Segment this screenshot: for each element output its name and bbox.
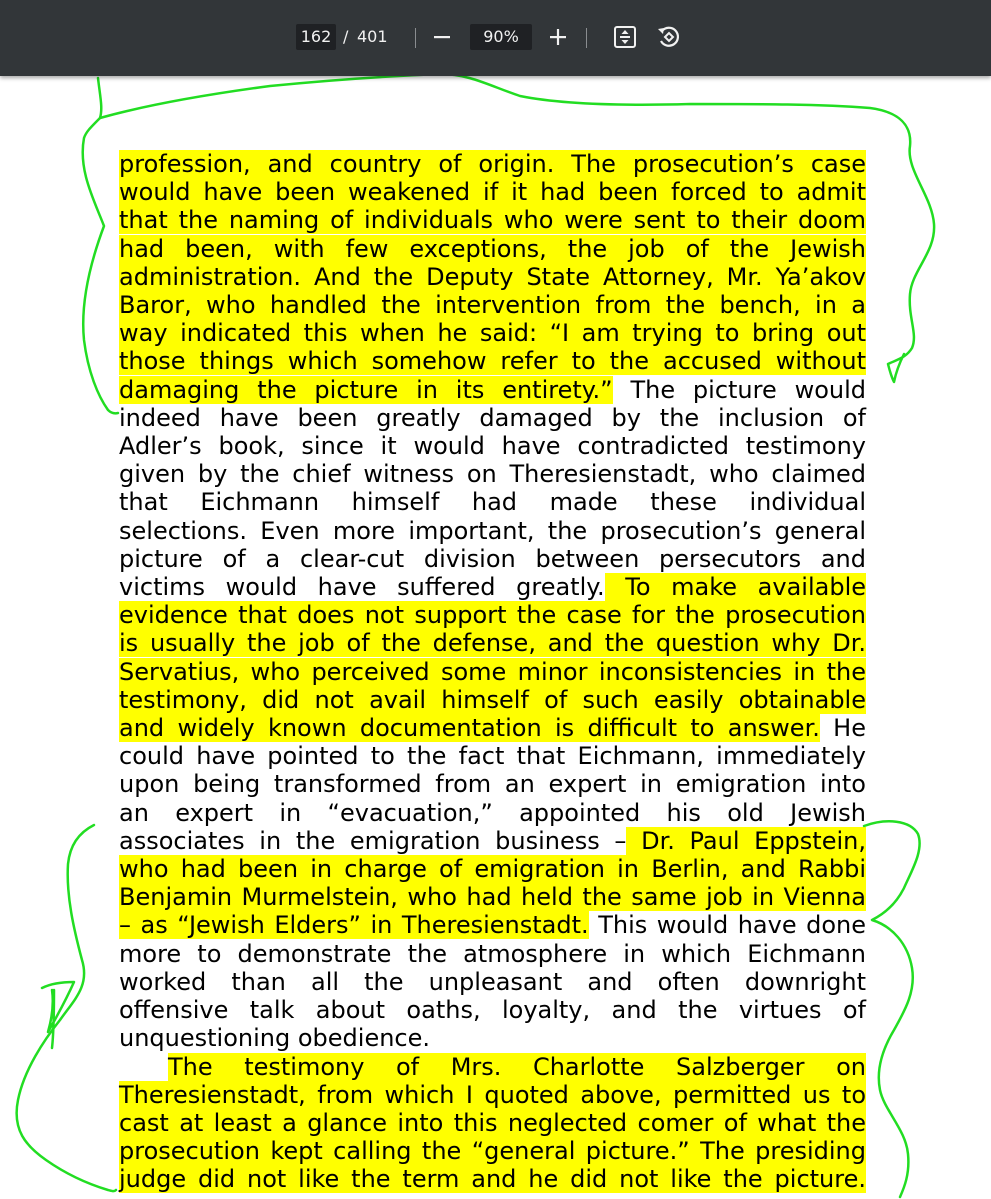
text-line: could have pointed to the fact that Eichmann, immediately xyxy=(119,742,866,771)
text-span: He xyxy=(819,714,866,743)
text-line xyxy=(119,206,866,234)
fit-to-page-button[interactable] xyxy=(609,21,641,53)
text-line: upon being transformed from an expert in emigration into xyxy=(119,770,866,799)
text-line xyxy=(119,911,866,939)
text-line xyxy=(119,347,866,375)
highlight: testimony, did not avail himself of such easily obtainable xyxy=(119,685,866,714)
text-line xyxy=(119,291,866,319)
highlight: Servatius, who perceived some minor inconsistencies in the xyxy=(119,657,866,686)
rotate-button[interactable] xyxy=(653,21,685,53)
highlight: and widely known documentation is difficult to answer. xyxy=(119,714,820,743)
text-line xyxy=(119,319,866,347)
highlight: cast at least a glance into this neglected comer of what the xyxy=(119,1108,866,1137)
zoom-out-button[interactable] xyxy=(426,21,458,53)
text-line xyxy=(119,686,866,714)
page-separator: / xyxy=(343,27,349,46)
highlight: The testimony of Mrs. Charlotte Salzberger on xyxy=(168,1052,866,1081)
text-span: This would have done xyxy=(588,911,866,940)
highlight: Benjamin Murmelstein, who had held the same job in Vienna xyxy=(119,883,866,912)
text-line xyxy=(119,1109,866,1137)
text-line xyxy=(119,601,866,629)
text-line: worked than all the unpleasant and often downright xyxy=(119,967,866,996)
text-line xyxy=(119,263,866,291)
text-line xyxy=(119,573,866,601)
fit-to-page-icon xyxy=(612,24,638,50)
text-line: offensive talk about oaths, loyalty, and the virtues of xyxy=(119,996,866,1025)
highlight: evidence that does not support the case for the prosecution xyxy=(119,601,866,630)
text-line: more to demonstrate the atmosphere in which Eichmann xyxy=(119,939,866,968)
text-line xyxy=(119,1137,866,1165)
text-line xyxy=(119,1165,866,1193)
highlight: damaging the picture in its entirety.” xyxy=(119,375,613,404)
text-line: unquestioning obedience. xyxy=(119,1024,431,1053)
highlight: administration. And the Deputy State Attorney, Mr. Ya’akov xyxy=(119,262,866,291)
text-line xyxy=(119,1053,866,1081)
text-line: given by the chief witness on Theresienstadt, who claimed xyxy=(119,460,866,489)
pdf-toolbar xyxy=(0,0,991,76)
highlight: way indicated this when he said: “I am trying to bring out xyxy=(119,319,866,348)
zoom-level-input[interactable]: 90% xyxy=(470,24,532,50)
highlight: would have been weakened if it had been forced to admit xyxy=(119,178,866,207)
page-count: 401 xyxy=(357,27,388,46)
text-line: that Eichmann himself had made these individual xyxy=(119,488,866,517)
toolbar-divider xyxy=(586,28,587,48)
highlight: – as “Jewish Elders” in Theresienstadt. xyxy=(119,911,589,940)
page-text xyxy=(119,150,866,1194)
text-line xyxy=(119,883,866,911)
text-line xyxy=(119,827,866,855)
text-line xyxy=(119,235,866,263)
text-line xyxy=(119,658,866,686)
highlight: prosecution kept calling the “general picture.” The presiding xyxy=(119,1137,866,1166)
text-line xyxy=(119,1081,866,1109)
text-span: The picture would xyxy=(612,375,867,404)
highlight: that the naming of individuals who were sent to their doom xyxy=(119,206,866,235)
zoom-in-button[interactable] xyxy=(542,21,574,53)
text-span: associates in the emigration business – xyxy=(119,826,627,855)
highlight: those things which somehow refer to the accused without xyxy=(119,347,866,376)
text-line xyxy=(119,855,866,883)
text-line: an expert in “evacuation,” appointed his old Jewish xyxy=(119,798,866,827)
highlight: Baror, who handled the intervention from the bench, in a xyxy=(119,291,866,320)
zoom-in-icon xyxy=(548,27,568,47)
highlight: To make available xyxy=(604,573,867,602)
page-number-input[interactable]: 162 xyxy=(296,24,336,50)
toolbar-divider xyxy=(415,28,416,48)
highlight: who had been in charge of emigration in Berlin, and Rabbi xyxy=(119,855,866,884)
text-line: selections. Even more important, the prosecution’s general xyxy=(119,516,866,545)
text-line xyxy=(119,178,866,206)
zoom-out-icon xyxy=(432,27,452,47)
highlight: had been, with few exceptions, the job of the Jewish xyxy=(119,234,866,263)
text-line xyxy=(119,376,866,404)
text-line xyxy=(119,629,866,657)
text-line: Adler’s book, since it would have contradicted testimony xyxy=(119,432,866,461)
highlight: Dr. Paul Eppstein, xyxy=(626,826,866,855)
highlight: judge did not like the term and he did not like the picture. xyxy=(119,1165,866,1194)
text-line: picture of a clear-cut division between persecutors and xyxy=(119,544,866,573)
rotate-icon xyxy=(655,23,683,51)
text-line xyxy=(119,714,866,742)
text-line: indeed have been greatly damaged by the inclusion of xyxy=(119,403,866,432)
text-span: victims would have suffered greatly. xyxy=(119,573,605,602)
highlight: is usually the job of the defense, and the question why Dr. xyxy=(119,629,866,658)
highlight: Theresienstadt, from which I quoted above, permitted us to xyxy=(119,1080,866,1109)
highlight: profession, and country of origin. The prosecution’s case xyxy=(119,150,866,178)
text-line xyxy=(119,150,866,178)
